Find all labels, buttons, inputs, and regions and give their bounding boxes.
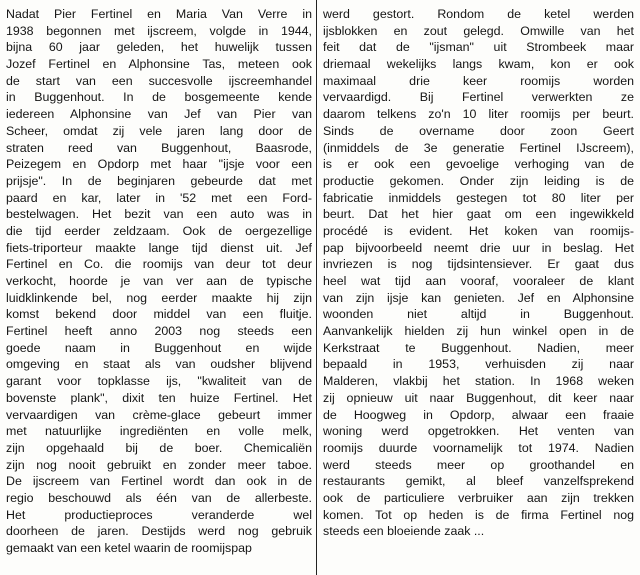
text-line: zijn opgehaald bij de boer. Chemicaliën [6,440,312,455]
text-line: roomijs duurde voornamelijk tot 1974. Nadien [323,440,634,455]
text-line: invriezen is nog tijdsintensiever. Er gaat dus [323,257,634,272]
text-line: de start van een succesvolle ijscreemhandel [6,73,312,88]
text-line: ijsblokken en zout gelegd. Omwille van het [323,23,634,38]
text-line: Peizegem en Opdorp met haar "ijsje voor een [6,157,312,172]
text-line: komen. Tot op heden is de firma Fertinel nog [323,507,634,522]
text-line: Het productieproces veranderde wel [6,507,312,522]
text-line: is er ook een gevoelige verhoging van de [323,157,634,172]
text-line: Fertinel en Co. die roomijs van deur tot deur [6,257,312,272]
text-line: werd steeds meer op groothandel en [323,457,634,472]
text-line: Aanvankelijk hielden zij hun winkel open in de [323,324,634,339]
text-line: straten reed van Buggenhout, Baasrode, [6,140,312,155]
text-line: De ijscreem van Fertinel wordt dan ook in de [6,474,312,489]
right-column [323,6,634,540]
text-line: iedereen Alphonsine van Jef van Pier van [6,107,312,122]
text-line: prijsje". In de beginjaren gebeurde dat met [6,173,312,188]
text-line: bijna 60 jaar geleden, het huwelijk tussen [6,40,312,55]
text-line: zij opnieuw uit naar Buggenhout, dit keer naar [323,390,634,405]
text-line: beurt. Dat het hier gaat om een ingewikkeld [323,207,634,222]
text-line: ook de particuliere verbruiker aan zijn trekken [323,490,634,505]
text-line: Scheer, omdat zij vele jaren lang door de [6,123,312,138]
text-line: procédé is evident. Het koken van roomijs- [323,223,634,238]
text-line: Jozef Fertinel en Alphonsine Tas, meteen ook [6,57,312,72]
text-line: heel wat tijd aan vooraf, vooraleer de klant [323,274,634,288]
text-line: vervaardigd. Bij Fertinel verwerkten ze [323,90,634,105]
text-line: omgeving en staat als van oudsher blijvend [6,357,312,372]
text-line: van zijn ijsje kan genieten. Jef en Alphonsine [323,290,634,305]
text-line: paard en kar, later in '52 met een Ford- [6,190,312,205]
text-line: feit dat de "ijsman" uit Strombeek maar [323,40,634,55]
text-line: luidklinkende bel, nog eerder maakte hij zijn [6,290,312,305]
text-line: zijn nog nooit gebruikt en zonder meer taboe. [6,457,312,472]
text-line: maximaal drie keer roomijs worden [323,73,634,88]
left-column [6,6,312,557]
text-line: woning werd opgetrokken. Het venten van [323,424,634,439]
text-line: in Buggenhout. In de bosgemeente kende [6,90,312,105]
text-line: Sinds de overname door zoon Geert [323,123,634,138]
text-line: doorheen de jaren. Destijds werd nog gebruik [6,524,312,539]
text-line: vervaardigen van crème-glace gebeurt immer [6,407,312,422]
text-line: steeds een bloeiende zaak ... [323,524,485,539]
text-line: bepaald in 1953, verhuisden zij naar [323,357,634,372]
text-line: 1938 begonnen met ijscreem, volgde in 1944, [6,23,312,38]
text-line: pap bijvoorbeeld neemt drie uur in beslag. Het [323,240,634,255]
text-line: met natuurlijke ingrediënten en volle melk, [6,424,312,439]
text-line: daarom telkens zo'n 10 liter roomijs per beurt. [323,107,634,122]
text-line: (inmiddels de 3e generatie Fertinel IJscreem), [323,140,634,155]
text-line: restaurants gemikt, al bleef vanzelfsprekend [323,474,634,489]
text-line: gemaakt van een ketel waarin de roomijspap [6,541,252,555]
text-line: regio beschouwd als één van de allerbeste. [6,490,312,505]
text-line: fiets-triporteur maakte lange tijd dienst uit. Jef [6,240,312,255]
text-line: werd gestort. Rondom de ketel werden [323,7,634,21]
text-line: productie gekomen. Onder zijn leiding is de [323,173,634,188]
column-divider [316,0,317,575]
text-line: Malderen, vlakbij het station. In 1968 weken [323,374,634,389]
text-line: Nadat Pier Fertinel en Maria Van Verre in [6,7,312,21]
text-line: de Hoogweg in Opdorp, alwaar een fraaie [323,407,634,422]
text-line: woonden niet altijd in Buggenhout. [323,307,634,322]
text-line: garant voor topklasse ijs, "kwaliteit van de [6,374,312,389]
text-line: goede naam in Buggenhout en wijde [6,340,312,355]
text-line: Kerkstraat te Buggenhout. Nadien, meer [323,340,634,355]
text-line: fabricatie inmiddels gestegen tot 80 liter per [323,190,634,205]
text-line: die tijd eerder zeldzaam. Ook de oergezellige [6,223,312,238]
text-line: bestelwagen. Het bezit van een auto was in [6,207,312,222]
text-line: bovenste plank", dixit ten huize Fertinel. Het [6,390,312,405]
text-line: Fertinel heeft anno 2003 nog steeds een [6,324,312,339]
text-line: driemaal wekelijks langs kwam, kon er ook [323,57,634,72]
text-line: komst bekend door middel van een fluitje. [6,307,312,322]
text-line: verkocht, hoorde je van ver aan de typische [6,274,312,288]
